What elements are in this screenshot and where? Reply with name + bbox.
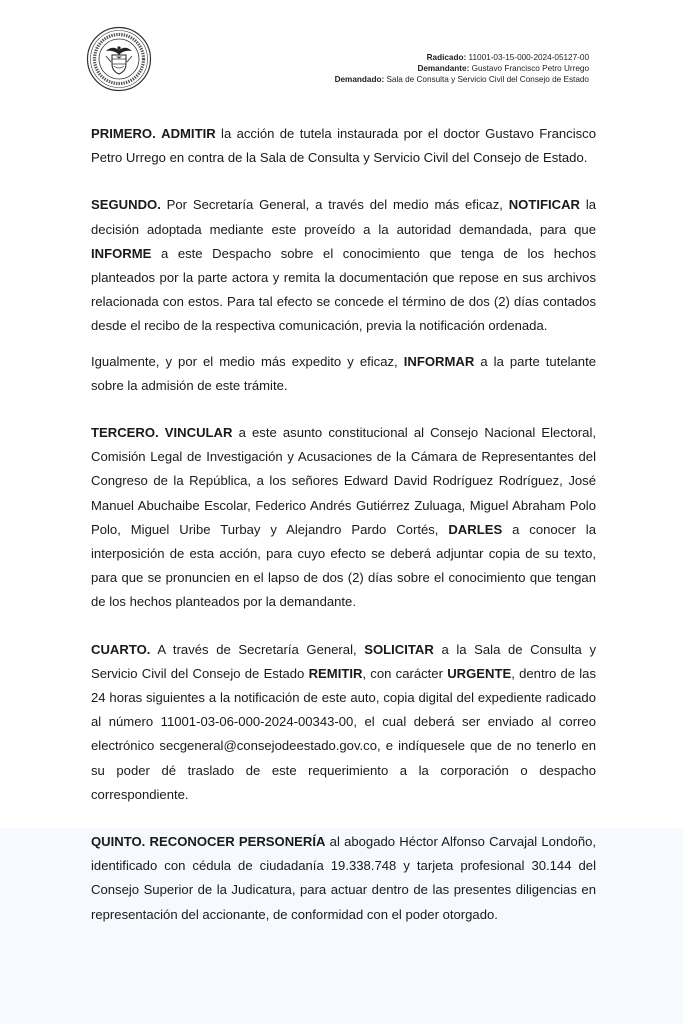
tercero-text-1: a este asunto constitucional al Consejo Nacional Electoral, Comisión Legal de Investigación y Acusaciones de la Cámara de Representantes del Congreso de la República, a los señores Edward David Rodríguez Rodríguez, José Manuel Abuchaibe Escolar, Federico Andrés Gutiérrez Zuluaga, Miguel Abraham Polo Polo, Miguel Uribe Turbay y Alejandro Pardo Cortés, [91, 425, 596, 537]
segundo-text-2: la decisión adoptada mediante este proveído a la autoridad demandada, para que [91, 197, 597, 237]
igualmente-text-1: Igualmente, y por el medio más expedito y eficaz, [91, 353, 398, 369]
radicado-line [169, 52, 589, 63]
segundo-heading: SEGUNDO. [91, 197, 161, 213]
demandado-label: Demandado: [334, 75, 385, 84]
paragraph-tercero [91, 421, 596, 615]
igualmente-text-2: a la parte tutelante sobre la admisión de este trámite. [91, 353, 597, 393]
paragraph-segundo [91, 193, 596, 338]
paragraph-igualmente [91, 350, 596, 398]
court-seal-icon [86, 26, 152, 92]
demandante-line [169, 63, 589, 74]
cuarto-text-4: , dentro de las 24 horas siguientes a la notificación de este auto, copia digital del expediente radicado al número 11001-03-06-000-2024-00343-00, el cual deberá ser enviado al correo electrónico secgeneral@consejodeestado.gov.co, e indíquesele que de no tenerlo en su poder dé traslado de este requerimiento a la corporación o despacho correspondiente. [91, 665, 597, 802]
tercero-text-2: a conocer la interposición de esta acción, para cuyo efecto se deberá adjuntar copia de su texto, para que se pronuncien en el lapso de dos (2) días sobre el conocimiento que tengan de los hechos planteados por la demandante. [91, 521, 596, 610]
demandante-label: Demandante: [417, 64, 470, 73]
quinto-verb: RECONOCER PERSONERÍA [149, 834, 326, 850]
primero-heading: PRIMERO. [91, 126, 156, 141]
demandante-value: Gustavo Francisco Petro Urrego [471, 64, 589, 73]
cuarto-text-1: A través de Secretaría General, [157, 641, 357, 657]
segundo-text-1: Por Secretaría General, a través del medio más eficaz, [166, 197, 503, 213]
primero-text: la acción de tutela instaurada por el doctor Gustavo Francisco Petro Urrego en contra de la Sala de Consulta y Servicio Civil del Consejo de Estado. [91, 126, 596, 166]
radicado-value: 11001-03-15-000-2024-05127-00 [468, 53, 589, 62]
tercero-heading: TERCERO. [91, 425, 159, 441]
cuarto-heading: CUARTO. [91, 641, 151, 657]
resolution-body [91, 122, 596, 927]
igualmente-verb: INFORMAR [403, 353, 475, 369]
demandado-line [169, 74, 589, 85]
quinto-heading: QUINTO. [91, 834, 146, 850]
segundo-verb-notificar: NOTIFICAR [508, 197, 580, 213]
paragraph-cuarto [91, 638, 596, 807]
cuarto-verb-remitir: REMITIR [308, 665, 363, 681]
segundo-verb-informe: INFORME [91, 245, 152, 261]
paragraph-quinto [91, 830, 596, 927]
cuarto-text-2: a la Sala de Consulta y Servicio Civil del Consejo de Estado [91, 641, 596, 681]
cuarto-text-3: , con carácter [362, 665, 443, 681]
case-header [169, 52, 589, 85]
cuarto-verb-solicitar: SOLICITAR [364, 641, 434, 657]
tercero-verb-darles: DARLES [448, 521, 503, 537]
tercero-verb-vincular: VINCULAR [164, 425, 233, 441]
demandado-value: Sala de Consulta y Servicio Civil del Consejo de Estado [386, 75, 589, 84]
segundo-text-3: a este Despacho sobre el conocimiento que tenga de los hechos planteados por la parte actora y remita la documentación que repose en sus archivos relacionada con estos. Para tal efecto se concede el término de dos (2) días contados desde el recibo de la respectiva comunicación, previa la notificación ordenada. [91, 245, 597, 334]
quinto-text: al abogado Héctor Alfonso Carvajal Londoño, identificado con cédula de ciudadanía 19.338.748 y tarjeta profesional 30.144 del Consejo Superior de la Judicatura, para actuar dentro de las presentes diligencias en representación del accionante, de conformidad con el poder otorgado. [91, 834, 597, 922]
primero-verb: ADMITIR [161, 126, 216, 141]
radicado-label: Radicado: [426, 53, 467, 62]
paragraph-primero [91, 122, 596, 170]
cuarto-verb-urgente: URGENTE [447, 665, 512, 681]
